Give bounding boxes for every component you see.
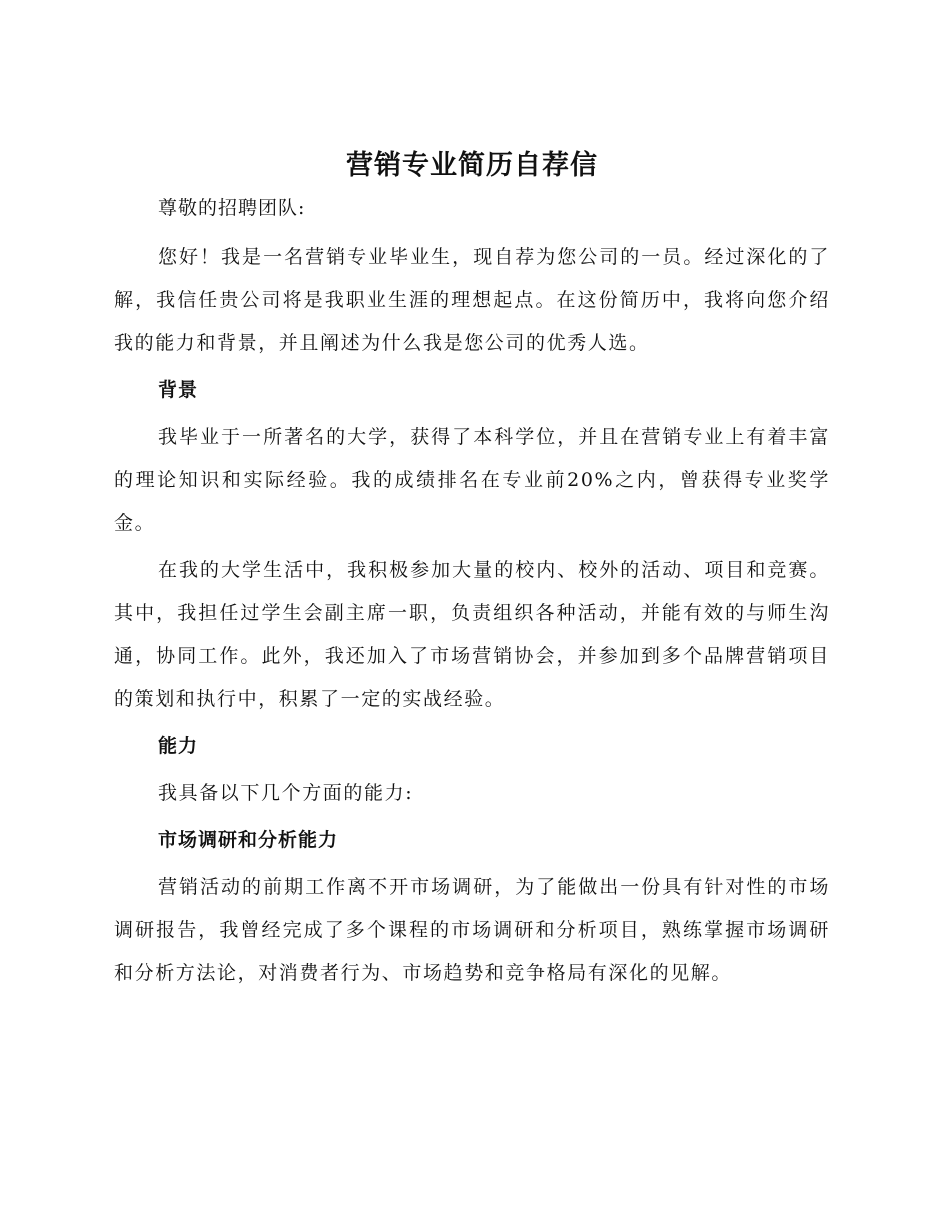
ability-intro: 我具备以下几个方面的能力: [158,782,414,804]
salutation: 尊敬的招聘团队: [158,197,306,219]
background-paragraph-2: 在我的大学生活中，我积极参加大量的校内、校外的活动、项目和竞赛。其中，我担任过学生会副主席一职，负责组织各种活动，并能有效的与师生沟通，协同工作。此外，我还加入了市场营销协会，并参加到多个品牌营销项目的策划和执行中，积累了一定的实战经验。 [114,559,830,710]
subsection-heading-market-research: 市场调研和分析能力 [158,829,339,851]
document-title: 营销专业简历自荐信 [346,150,598,181]
section-heading-ability: 能力 [158,735,199,757]
background-paragraph-1: 我毕业于一所著名的大学，获得了本科学位，并且在营销专业上有着丰富的理论知识和实际经验。我的成绩排名在专业前20%之内，曾获得专业奖学金。 [114,426,830,534]
document-page [114,146,830,995]
market-research-paragraph: 营销活动的前期工作离不开市场调研，为了能做出一份具有针对性的市场调研报告，我曾经完成了多个课程的市场调研和分析项目，熟练掌握市场调研和分析方法论，对消费者行为、市场趋势和竞争格局有深化的见解。 [114,876,830,984]
section-heading-background: 背景 [158,379,199,401]
intro-paragraph: 您好！我是一名营销专业毕业生，现自荐为您公司的一员。经过深化的了解，我信任贵公司将是我职业生涯的理想起点。在这份简历中，我将向您介绍我的能力和背景，并且阐述为什么我是您公司的优秀人选。 [114,246,830,354]
